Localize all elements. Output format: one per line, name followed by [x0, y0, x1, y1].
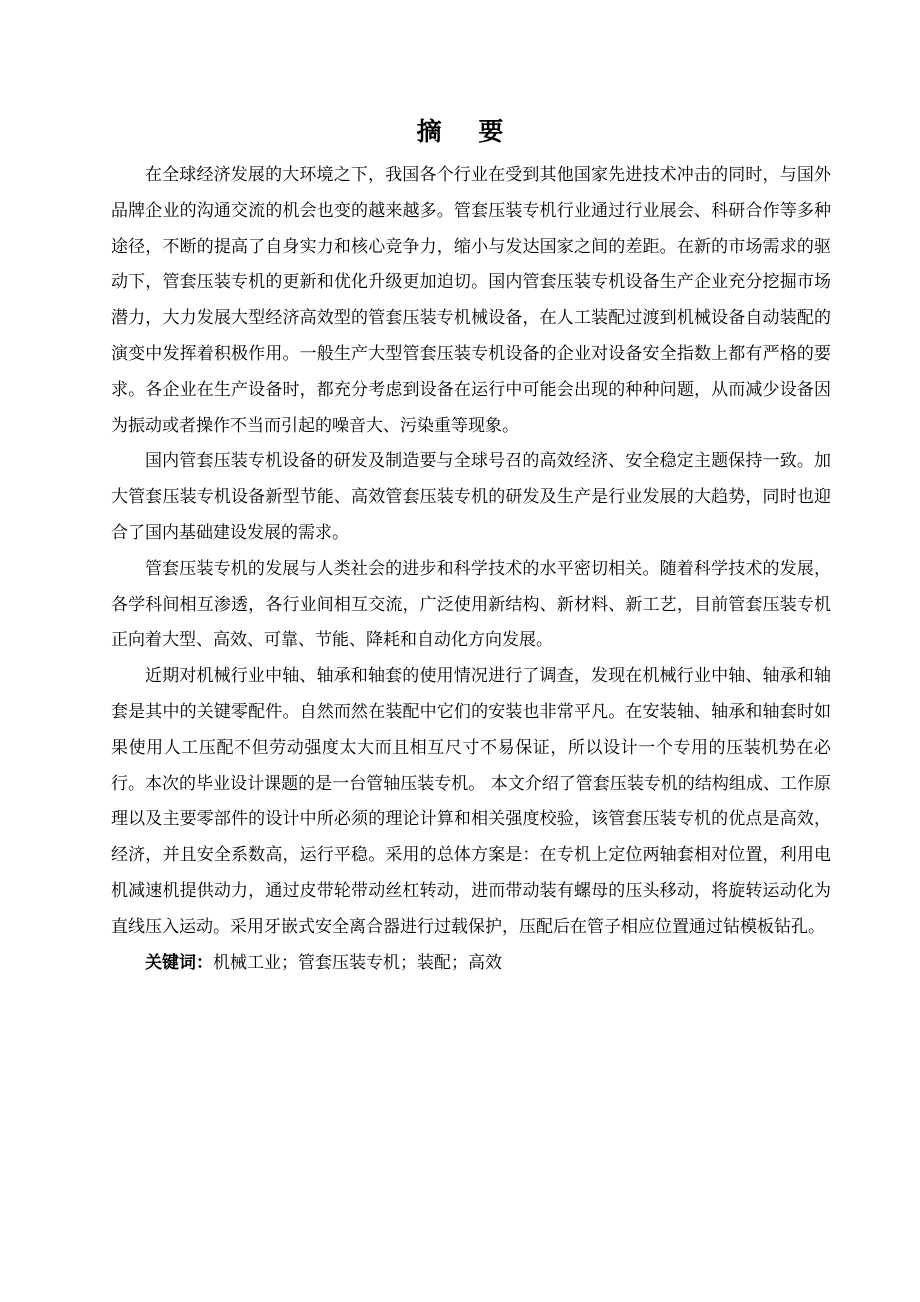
keywords-label: 关键词：	[145, 952, 213, 973]
abstract-paragraph-1: 在全球经济发展的大环境之下，我国各个行业在受到其他国家先进技术冲击的同时，与国外品牌企业的沟通交流的机会也变的越来越多。管套压装专机行业通过行业展会、科研合作等多种途径，不断的提高了自身实力和核心竞争力，缩小与发达国家之间的差距。在新的市场需求的驱动下，管套压装专机的更新和优化升级更加迫切。国内管套压装专机设备生产企业充分挖掘市场潜力，大力发展大型经济高效型的管套压装专机械设备，在人工装配过渡到机械设备自动装配的演变中发挥着积极作用。一般生产大型管套压装专机设备的企业对设备安全指数上都有严格的要求。各企业在生产设备时，都充分考虑到设备在运行中可能会出现的种种问题，从而减少设备因为振动或者操作不当而引起的噪音大、污染重等现象。	[111, 165, 831, 436]
abstract-paragraph-2: 国内管套压装专机设备的研发及制造要与全球号召的高效经济、安全稳定主题保持一致。加大管套压装专机设备新型节能、高效管套压装专机的研发及生产是行业发展的大趋势，同时也迎合了国内基础建设发展的需求。	[111, 451, 831, 543]
abstract-paragraph-4: 近期对机械行业中轴、轴承和轴套的使用情况进行了调查，发现在机械行业中轴、轴承和轴套是其中的关键零配件。自然而然在装配中它们的安装也非常平凡。在安装轴、轴承和轴套时如果使用人工压配不但劳动强度太大而且相互尺寸不易保证，所以设计一个专用的压装机势在必行。本次的毕业设计课题的是一台管轴压装专机。 本文介绍了管套压装专机的结构组成、工作原理以及主要零部件的设计中所必须的理论计算和相关强度校验，该管套压装专机的优点是高效，经济，并且安全系数高，运行平稳。采用的总体方案是：在专机上定位两轴套相对位置，利用电机减速机提供动力，通过皮带轮带动丝杠转动，进而带动装有螺母的压头移动，将旋转运动化为直线压入运动。采用牙嵌式安全离合器进行过载保护，压配后在管子相应位置通过钻模板钻孔。	[111, 666, 831, 937]
abstract-body	[111, 158, 831, 981]
keywords-line	[111, 946, 831, 982]
abstract-paragraph-3: 管套压装专机的发展与人类社会的进步和科学技术的水平密切相关。随着科学技术的发展，各学科间相互渗透，各行业间相互交流，广泛使用新结构、新材料、新工艺，目前管套压装专机正向着大型、高效、可靠、节能、降耗和自动化方向发展。	[111, 558, 831, 651]
abstract-title: 摘 要	[416, 117, 518, 146]
keywords-text: 机械工业；管套压装专机；装配；高效	[213, 952, 502, 973]
